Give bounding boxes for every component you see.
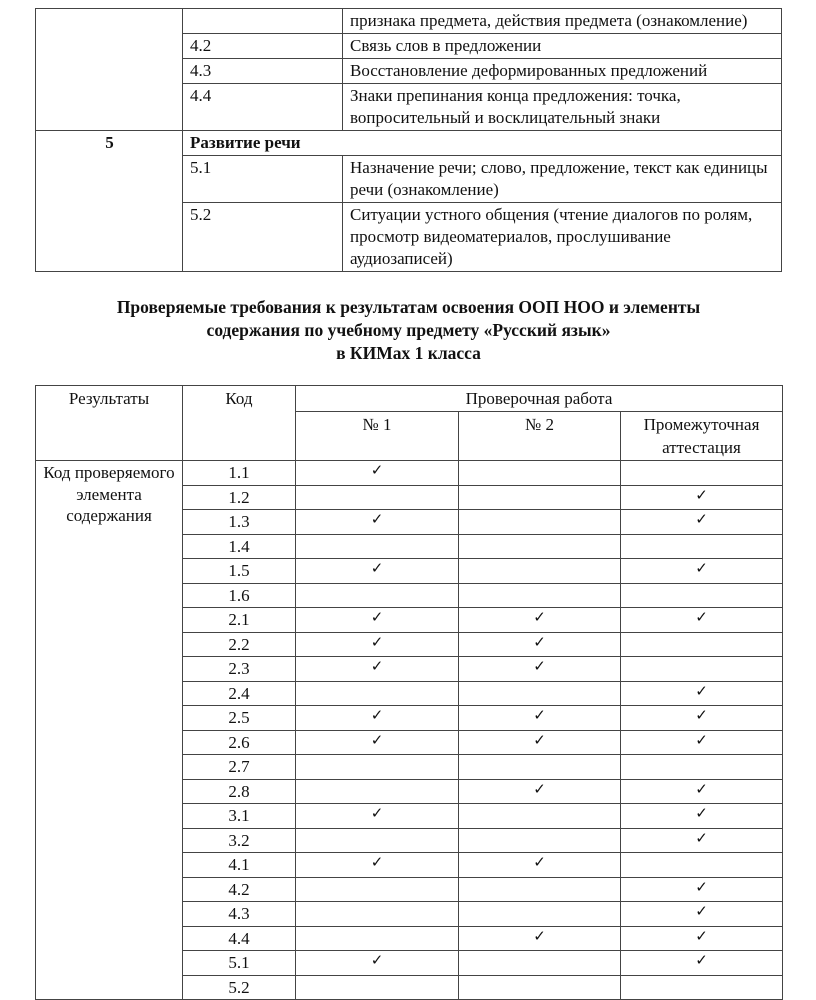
check-cell-w2	[459, 534, 621, 559]
check-cell-w1	[296, 877, 459, 902]
checkmark-icon: ✓	[370, 706, 384, 724]
check-cell-w2	[459, 926, 621, 951]
checkmark-icon: ✓	[695, 706, 708, 724]
check-cell-interim	[621, 804, 783, 829]
code-cell: 2.4	[183, 681, 296, 706]
checkmark-icon: ✓	[695, 485, 708, 504]
check-cell-w1	[296, 534, 459, 559]
check-cell-w1	[296, 853, 459, 878]
code-cell: 3.1	[183, 804, 296, 829]
checkmark-icon: ✓	[370, 804, 384, 822]
checkmark-icon: ✓	[533, 706, 546, 724]
element-text-cell: Ситуации устного общения (чтение диалогов по ролям, просмотр видеоматериалов, прослушивание аудиозаписей)	[343, 203, 782, 272]
check-cell-w2	[459, 779, 621, 804]
code-cell: 4.2	[183, 877, 296, 902]
check-cell-w1	[296, 926, 459, 951]
code-cell: 3.2	[183, 828, 296, 853]
check-cell-interim	[621, 975, 783, 1000]
section-cell	[36, 9, 183, 131]
check-cell-w2	[459, 804, 621, 829]
check-cell-w2	[459, 951, 621, 976]
check-cell-interim	[621, 681, 783, 706]
check-cell-interim	[621, 828, 783, 853]
check-cell-w1	[296, 510, 459, 535]
element-text-cell: Связь слов в предложении	[343, 34, 782, 59]
element-text-cell: Восстановление деформированных предложений	[343, 59, 782, 84]
checkmark-icon: ✓	[370, 730, 384, 749]
checkmark-icon: ✓	[533, 608, 546, 626]
check-cell-interim	[621, 951, 783, 976]
code-cell: 5.2	[183, 975, 296, 1000]
check-cell-w1	[296, 461, 459, 486]
check-cell-interim	[621, 926, 783, 951]
header-interim: Промежуточная аттестация	[621, 412, 783, 461]
code-cell: 4.2	[183, 34, 343, 59]
element-text-cell: Знаки препинания конца предложения: точка, вопросительный и восклицательный знаки	[343, 84, 782, 131]
code-cell: 2.2	[183, 632, 296, 657]
check-cell-interim	[621, 730, 783, 755]
check-cell-w1	[296, 779, 459, 804]
code-cell: 5.1	[183, 951, 296, 976]
code-cell: 1.1	[183, 461, 296, 486]
check-cell-interim	[621, 657, 783, 682]
check-cell-w2	[459, 755, 621, 780]
check-cell-w2	[459, 510, 621, 535]
check-cell-interim	[621, 706, 783, 731]
check-cell-w1	[296, 902, 459, 927]
checkmark-icon: ✓	[533, 657, 546, 675]
code-cell: 4.3	[183, 59, 343, 84]
checkmark-icon: ✓	[370, 632, 384, 651]
check-cell-w1	[296, 951, 459, 976]
checkmark-icon: ✓	[370, 559, 384, 577]
checkmark-icon: ✓	[370, 657, 384, 675]
check-cell-w2	[459, 902, 621, 927]
checkmark-icon: ✓	[695, 804, 708, 822]
check-cell-interim	[621, 583, 783, 608]
section-heading	[35, 296, 782, 365]
code-cell: 1.5	[183, 559, 296, 584]
code-cell: 1.2	[183, 485, 296, 510]
check-cell-w2	[459, 877, 621, 902]
checkmark-icon: ✓	[695, 902, 708, 920]
check-cell-w2	[459, 853, 621, 878]
code-cell: 2.5	[183, 706, 296, 731]
table-row	[36, 461, 783, 486]
code-cell: 4.4	[183, 926, 296, 951]
checkmark-icon: ✓	[370, 608, 384, 626]
checkmark-icon: ✓	[533, 926, 546, 945]
content-elements-table	[35, 8, 782, 272]
code-cell: 2.8	[183, 779, 296, 804]
check-cell-interim	[621, 534, 783, 559]
code-cell: 5.1	[183, 156, 343, 203]
check-cell-w1	[296, 804, 459, 829]
code-cell: 4.3	[183, 902, 296, 927]
checkmark-icon: ✓	[695, 779, 708, 798]
heading-line-1: Проверяемые требования к результатам освоения ООП НОО и элементы	[116, 297, 701, 317]
checkmark-icon: ✓	[695, 828, 708, 847]
code-cell: 2.1	[183, 608, 296, 633]
checkmark-icon: ✓	[533, 730, 546, 749]
code-cell: 2.7	[183, 755, 296, 780]
heading-line-2: содержания по учебному предмету «Русский язык»	[206, 320, 611, 340]
checkmark-icon: ✓	[695, 559, 708, 577]
code-cell: 2.3	[183, 657, 296, 682]
check-cell-interim	[621, 461, 783, 486]
requirements-check-table	[35, 385, 783, 1000]
check-cell-w1	[296, 755, 459, 780]
check-cell-w2	[459, 828, 621, 853]
check-cell-interim	[621, 755, 783, 780]
code-cell	[183, 9, 343, 34]
check-cell-w2	[459, 681, 621, 706]
code-cell: 1.3	[183, 510, 296, 535]
check-cell-w2	[459, 485, 621, 510]
checkmark-icon: ✓	[533, 853, 546, 871]
checkmark-icon: ✓	[370, 510, 384, 528]
check-cell-w2	[459, 730, 621, 755]
header-row	[36, 386, 783, 412]
header-work-2: № 2	[459, 412, 621, 461]
checkmark-icon: ✓	[533, 632, 546, 651]
check-cell-w1	[296, 608, 459, 633]
code-cell: 5.2	[183, 203, 343, 272]
check-cell-w1	[296, 706, 459, 731]
checkmark-icon: ✓	[695, 681, 708, 700]
heading-line-3: в КИМах 1 класса	[336, 343, 481, 363]
checkmark-icon: ✓	[695, 730, 708, 749]
checkmark-icon: ✓	[695, 951, 708, 969]
check-cell-w2	[459, 975, 621, 1000]
checkmark-icon: ✓	[533, 779, 546, 798]
check-cell-w1	[296, 681, 459, 706]
check-cell-w2	[459, 632, 621, 657]
check-cell-w2	[459, 608, 621, 633]
check-cell-w1	[296, 485, 459, 510]
check-cell-w1	[296, 975, 459, 1000]
checkmark-icon: ✓	[370, 951, 384, 969]
code-cell: 1.4	[183, 534, 296, 559]
check-cell-w1	[296, 632, 459, 657]
check-cell-interim	[621, 608, 783, 633]
header-code: Код	[183, 386, 296, 461]
check-cell-w2	[459, 583, 621, 608]
check-cell-w1	[296, 583, 459, 608]
check-cell-w1	[296, 559, 459, 584]
checkmark-icon: ✓	[695, 510, 708, 528]
check-cell-w1	[296, 730, 459, 755]
check-cell-w2	[459, 657, 621, 682]
table-row	[36, 9, 782, 34]
check-cell-interim	[621, 877, 783, 902]
checkmark-icon: ✓	[370, 461, 384, 479]
check-cell-interim	[621, 902, 783, 927]
check-cell-w2	[459, 559, 621, 584]
header-results: Результаты	[36, 386, 183, 461]
section-header-row	[36, 131, 782, 156]
section-title: Развитие речи	[183, 131, 782, 156]
code-cell: 4.1	[183, 853, 296, 878]
element-text-cell: признака предмета, действия предмета (ознакомление)	[343, 9, 782, 34]
check-cell-interim	[621, 485, 783, 510]
check-cell-interim	[621, 510, 783, 535]
header-work-1: № 1	[296, 412, 459, 461]
results-label-cell: Код проверяемого элемента содержания	[36, 461, 183, 1000]
header-work: Проверочная работа	[296, 386, 783, 412]
check-cell-w2	[459, 461, 621, 486]
check-cell-w1	[296, 828, 459, 853]
checkmark-icon: ✓	[695, 926, 708, 945]
check-cell-interim	[621, 779, 783, 804]
element-text-cell: Назначение речи; слово, предложение, текст как единицы речи (ознакомление)	[343, 156, 782, 203]
section-number: 5	[36, 131, 183, 272]
checkmark-icon: ✓	[695, 877, 708, 896]
checkmark-icon: ✓	[695, 608, 708, 626]
code-cell: 4.4	[183, 84, 343, 131]
checkmark-icon: ✓	[370, 853, 384, 871]
check-cell-w2	[459, 706, 621, 731]
check-cell-interim	[621, 632, 783, 657]
check-cell-interim	[621, 559, 783, 584]
code-cell: 2.6	[183, 730, 296, 755]
code-cell: 1.6	[183, 583, 296, 608]
check-cell-w1	[296, 657, 459, 682]
check-cell-interim	[621, 853, 783, 878]
